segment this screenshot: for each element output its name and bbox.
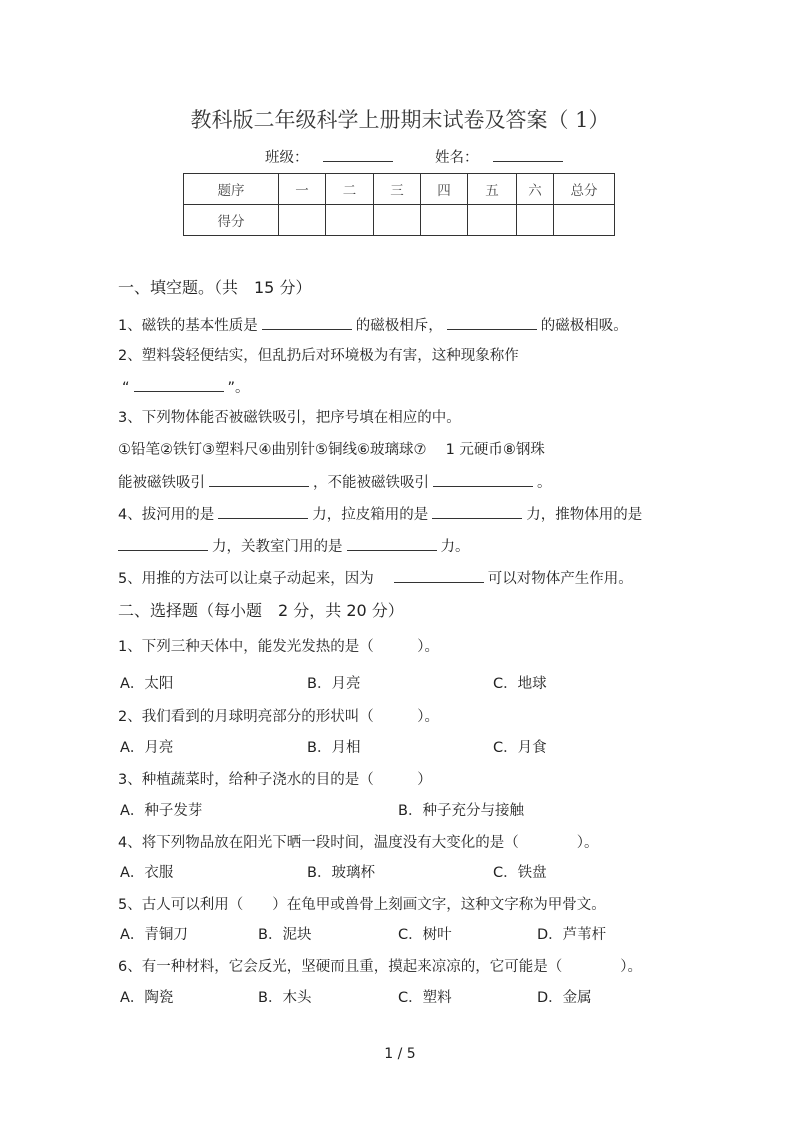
score-table bbox=[183, 173, 615, 236]
choice-q2: 2、我们看到的月球明亮部分的形状叫（ ）。 bbox=[118, 709, 439, 725]
class-blank bbox=[323, 147, 393, 162]
choice-q1: 1、下列三种天体中，能发光发热的是（ ）。 bbox=[118, 639, 439, 655]
table-cell: 四 bbox=[421, 174, 468, 205]
choice-q5: 5、古人可以利用（ ）在龟甲或兽骨上刻画文字，这种文字称为甲骨文。 bbox=[118, 897, 606, 913]
blank bbox=[209, 472, 309, 487]
table-cell: 六 bbox=[517, 174, 554, 205]
choice-q4: 4、将下列物品放在阳光下晒一段时间，温度没有大变化的是（ ）。 bbox=[118, 835, 599, 851]
text: 力，拉皮箱用的是 bbox=[312, 507, 429, 523]
option: A．种子发芽 bbox=[120, 803, 203, 819]
text: 4、拔河用的是 bbox=[118, 507, 215, 523]
table-row bbox=[184, 205, 615, 236]
blank bbox=[394, 568, 484, 583]
section2-heading: 二、选择题（每小题 2 分，共 20 分） bbox=[118, 601, 404, 620]
option: C．树叶 bbox=[398, 927, 452, 943]
fill-q3-items: ①铅笔②铁钉③塑料尺④曲别针⑤铜线⑥玻璃球⑦ 1 元硬币⑧钢珠 bbox=[118, 442, 545, 458]
table-cell: 总分 bbox=[554, 174, 615, 205]
text: “ bbox=[122, 380, 130, 396]
table-cell bbox=[517, 205, 554, 236]
table-cell bbox=[374, 205, 421, 236]
fill-q3-answer bbox=[118, 472, 552, 493]
table-cell: 题序 bbox=[184, 174, 279, 205]
text: 可以对物体产生作用。 bbox=[487, 571, 633, 587]
option: C．塑料 bbox=[398, 990, 452, 1006]
table-cell bbox=[326, 205, 374, 236]
option: D．芦苇杆 bbox=[537, 927, 607, 943]
option: C．月食 bbox=[493, 740, 547, 756]
blank bbox=[433, 472, 533, 487]
fill-q2: 2、塑料袋轻便结实，但乱扔后对环境极为有害，这种现象称作 bbox=[118, 348, 519, 364]
text: 1、磁铁的基本性质是 bbox=[118, 318, 258, 334]
text: ”。 bbox=[227, 380, 250, 396]
table-cell: 五 bbox=[468, 174, 517, 205]
table-cell: 三 bbox=[374, 174, 421, 205]
option: A．青铜刀 bbox=[120, 927, 188, 943]
table-cell: 得分 bbox=[184, 205, 279, 236]
fill-q3: 3、下列物体能否被磁铁吸引，把序号填在相应的中。 bbox=[118, 410, 461, 426]
option: A．太阳 bbox=[120, 676, 174, 692]
fill-q4 bbox=[118, 504, 642, 525]
table-cell bbox=[279, 205, 326, 236]
table-row bbox=[184, 174, 615, 205]
blank bbox=[118, 536, 208, 551]
option: C．地球 bbox=[493, 676, 547, 692]
blank bbox=[432, 504, 522, 519]
section1-heading: 一、填空题。（共 15 分） bbox=[118, 278, 312, 297]
option: A．陶瓷 bbox=[120, 990, 174, 1006]
fill-q1 bbox=[118, 315, 628, 336]
table-cell bbox=[554, 205, 615, 236]
class-field bbox=[265, 147, 397, 168]
page-number: 1 / 5 bbox=[384, 1046, 416, 1062]
name-blank bbox=[493, 147, 563, 162]
option: B．种子充分与接触 bbox=[398, 803, 524, 819]
table-cell: 二 bbox=[326, 174, 374, 205]
blank bbox=[447, 315, 537, 330]
text: 力。 bbox=[440, 539, 470, 555]
text: 5、用推的方法可以让桌子动起来，因为 bbox=[118, 571, 374, 587]
option: B．泥块 bbox=[258, 927, 312, 943]
option: C．铁盘 bbox=[493, 865, 547, 881]
option: B．月相 bbox=[307, 740, 361, 756]
fill-q5 bbox=[118, 568, 633, 589]
text: 能被磁铁吸引 bbox=[118, 475, 205, 491]
fill-q2-answer bbox=[122, 377, 250, 398]
text: 的磁极相吸。 bbox=[540, 318, 628, 334]
text: 的磁极相斥， bbox=[355, 318, 443, 334]
text: 力，推物体用的是 bbox=[526, 507, 643, 523]
choice-q3: 3、种植蔬菜时，给种子浇水的目的是（ ） bbox=[118, 772, 432, 788]
table-cell: 一 bbox=[279, 174, 326, 205]
blank bbox=[218, 504, 308, 519]
option: A．衣服 bbox=[120, 865, 174, 881]
option: B．木头 bbox=[258, 990, 312, 1006]
blank bbox=[262, 315, 352, 330]
option: B．月亮 bbox=[307, 676, 361, 692]
option: D．金属 bbox=[537, 990, 592, 1006]
blank bbox=[134, 377, 224, 392]
name-field bbox=[435, 147, 567, 168]
text: 。 bbox=[537, 475, 552, 491]
table-cell bbox=[421, 205, 468, 236]
class-label: 班级： bbox=[265, 150, 309, 166]
fill-q4-cont bbox=[118, 536, 470, 557]
page-title: 教科版二年级科学上册期末试卷及答案（ 1） bbox=[190, 108, 610, 132]
text: ，不能被磁铁吸引 bbox=[313, 475, 429, 491]
choice-q6: 6、有一种材料，它会反光，坚硬而且重，摸起来凉凉的，它可能是（ ）。 bbox=[118, 959, 642, 975]
table-cell bbox=[468, 205, 517, 236]
option: B．玻璃杯 bbox=[307, 865, 375, 881]
name-label: 姓名： bbox=[435, 150, 479, 166]
text: 力，关教室门用的是 bbox=[212, 539, 343, 555]
blank bbox=[347, 536, 437, 551]
option: A．月亮 bbox=[120, 740, 174, 756]
